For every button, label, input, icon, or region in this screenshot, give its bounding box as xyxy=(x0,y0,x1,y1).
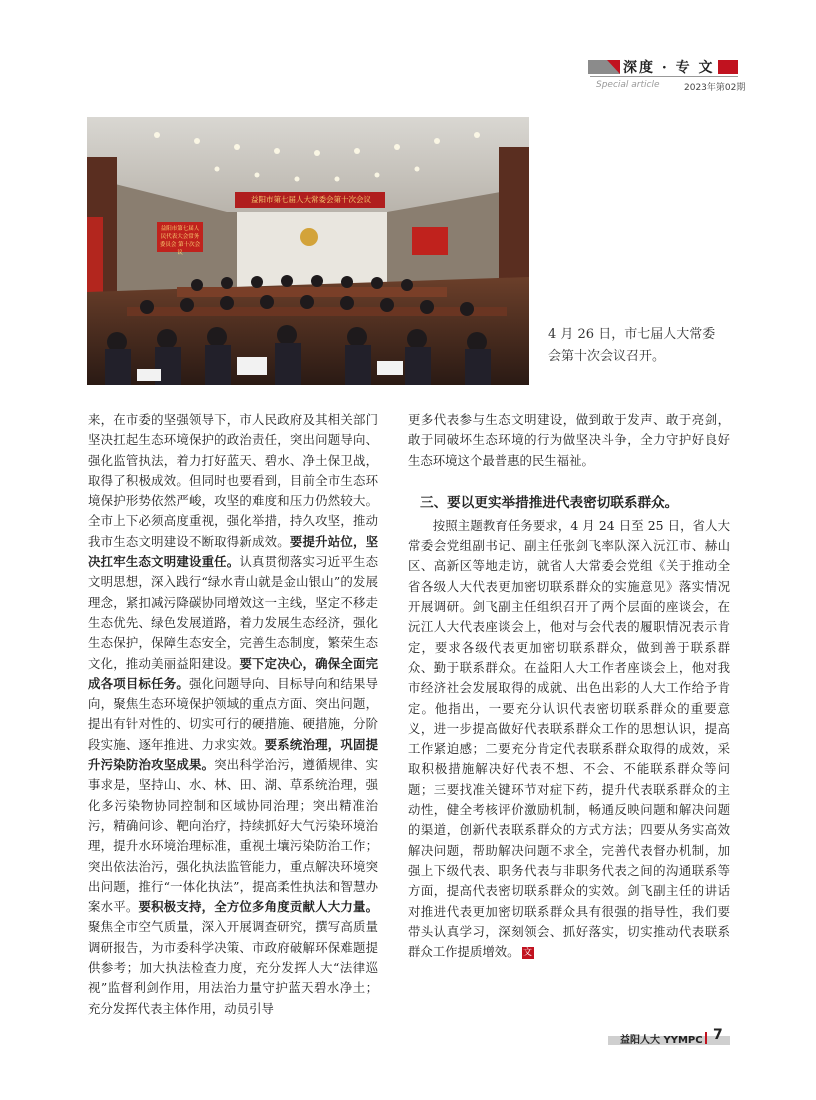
photo-screen-text: 益阳市第七届人民代表大会常务委员会 第十次会议 xyxy=(159,226,201,256)
bold-lead: 要下定决心，确保全面完成各项目标任务。 xyxy=(88,655,379,691)
section-subtitle-en: Special article xyxy=(596,80,660,90)
bold-lead: 要系统治理，巩固提升污染防治攻坚成果。 xyxy=(88,736,379,773)
photo-caption: 4 月 26 日，市七届人大常委会第十次会议召开。 xyxy=(548,327,716,364)
header-red-block xyxy=(718,60,738,74)
photo-banner-text: 益阳市第七届人大常委会第十次会议 xyxy=(251,195,371,204)
meeting-photo xyxy=(87,117,529,385)
meeting-photo-illustration xyxy=(87,117,529,385)
end-mark-icon: 文 xyxy=(523,947,533,958)
issue-number: 2023年第02期 xyxy=(684,83,746,93)
bold-lead: 要积极支持，全方位多角度贡献人大力量。 xyxy=(138,899,379,915)
right-column xyxy=(408,410,730,962)
header-rule xyxy=(590,76,738,77)
bold-lead: 要提升站位，坚决扛牢生态文明建设重任。 xyxy=(88,533,379,570)
body-paragraph: 更多代表参与生态文明建设，做到敢于发声、敢于亮剑，敢于同破坏生态环境的行为做坚决斗争，全力守护好良好生态环境这个最普惠的民生福祉。 xyxy=(408,412,730,468)
section-heading: 三、要以更实举措推进代表密切联系群众。 xyxy=(420,494,679,511)
page-number: 7 xyxy=(713,1027,723,1043)
section-title: 深度 · 专 文 xyxy=(623,60,715,76)
body-paragraph: 来，在市委的坚强领导下，市人民政府及其相关部门坚决扛起生态环境保护的政治责任，突出问题导向、强化监管执法，着力打好蓝天、碧水、净土保卫战，取得了积极成效。但同时也要看到，目前全市生态环境保护形势依然严峻，攻坚的难度和压力仍然较大。全市上下必须高度重视，强化举措，持久攻坚，推动我市生态文明建设不断取得新成效。要提升站位，坚决扛牢生态文明建设重任。认真贯彻落实习近平生态文明思想，深入践行“绿水青山就是金山银山”的发展理念，紧扣减污降碳协同增效这一主线，坚定不移走生态优先、绿色发展道路，着力发展生态经济，强化生态保护，保障生态安全，完善生态制度，繁荣生态文化，推动美丽益阳建设。要下定决心，确保全面完成各项目标任务。强化问题导向、目标导向和结果导向，聚焦生态环境保护领域的重点方面、突出问题，提出有针对性的、切实可行的硬措施、硬措施，分阶段实施、逐年推进、力求实效。要系统治理，巩固提升污染防治攻坚成果。突出科学治污，遵循规律、实事求是，坚持山、水、林、田、湖、草系统治理，强化多污染物协同控制和区域协同治理；突出精准治污，精确问诊、靶向治疗，持续抓好大气污染环境治理，提升水环境治理标准，重视土壤污染防治工作；突出依法治污，强化执法监管能力，重点解决环境突出问题，推行“一体化执法”，提高柔性执法和智慧办案水平。要积极支持，全方位多角度贡献人大力量。聚焦全市空气质量，深入开展调查研究，撰写高质量调研报告，为市委科学决策、市政府破解环保难题提供参考；加大执法检查力度，充分发挥人大“法律巡视”监督利剑作用，用法治力量守护蓝天碧水净土；充分发挥代表主体作用，动员引导 xyxy=(88,412,379,1016)
left-column xyxy=(88,410,378,1019)
body-paragraph: 按照主题教育任务要求，4 月 24 日至 25 日，省人大常委会党组副书记、副主任张剑飞率队深入沅江市、赫山区、高新区等地走访，就省人大常委会党组《关于推动全省各级人大代表更加密切联系群众的实施意见》落实情况开展调研。剑飞副主任组织召开了两个层面的座谈会，在沅江人大代表座谈会上，他对与会代表的履职情况表示肯定，要求各级代表更加密切联系群众，做到善于联系群众、勤于联系群众。在益阳人大工作者座谈会上，他对我市经济社会发展取得的成就、出色出彩的人大工作给予肯定。他指出，一要充分认识代表密切联系群众的重要意义，进一步提高做好代表联系群众工作的思想认识，提高工作紧迫感；二要充分肯定代表联系群众取得的成效，采取积极措施解决好代表不想、不会、不能联系群众等问题；三要找准关键环节对症下药，提升代表联系群众的主动性，健全考核评价激励机制，畅通反映问题和解决问题的渠道，创新代表联系群众的方式方法；四要从务实高效解决问题，帮助解决问题不求全，完善代表督办机制，加强上下级代表、职务代表与非职务代表之间的沟通联系等方面，提高代表密切联系群众的实效。剑飞副主任的讲话对推进代表更加密切联系群众具有很强的指导性，我们要带头认真学习，深刻领会、抓好落实，切实推动代表联系群众工作提质增效。 文 xyxy=(408,517,730,960)
magazine-name: 益阳人大 YYMPC xyxy=(620,1035,703,1046)
footer-separator xyxy=(705,1032,707,1044)
